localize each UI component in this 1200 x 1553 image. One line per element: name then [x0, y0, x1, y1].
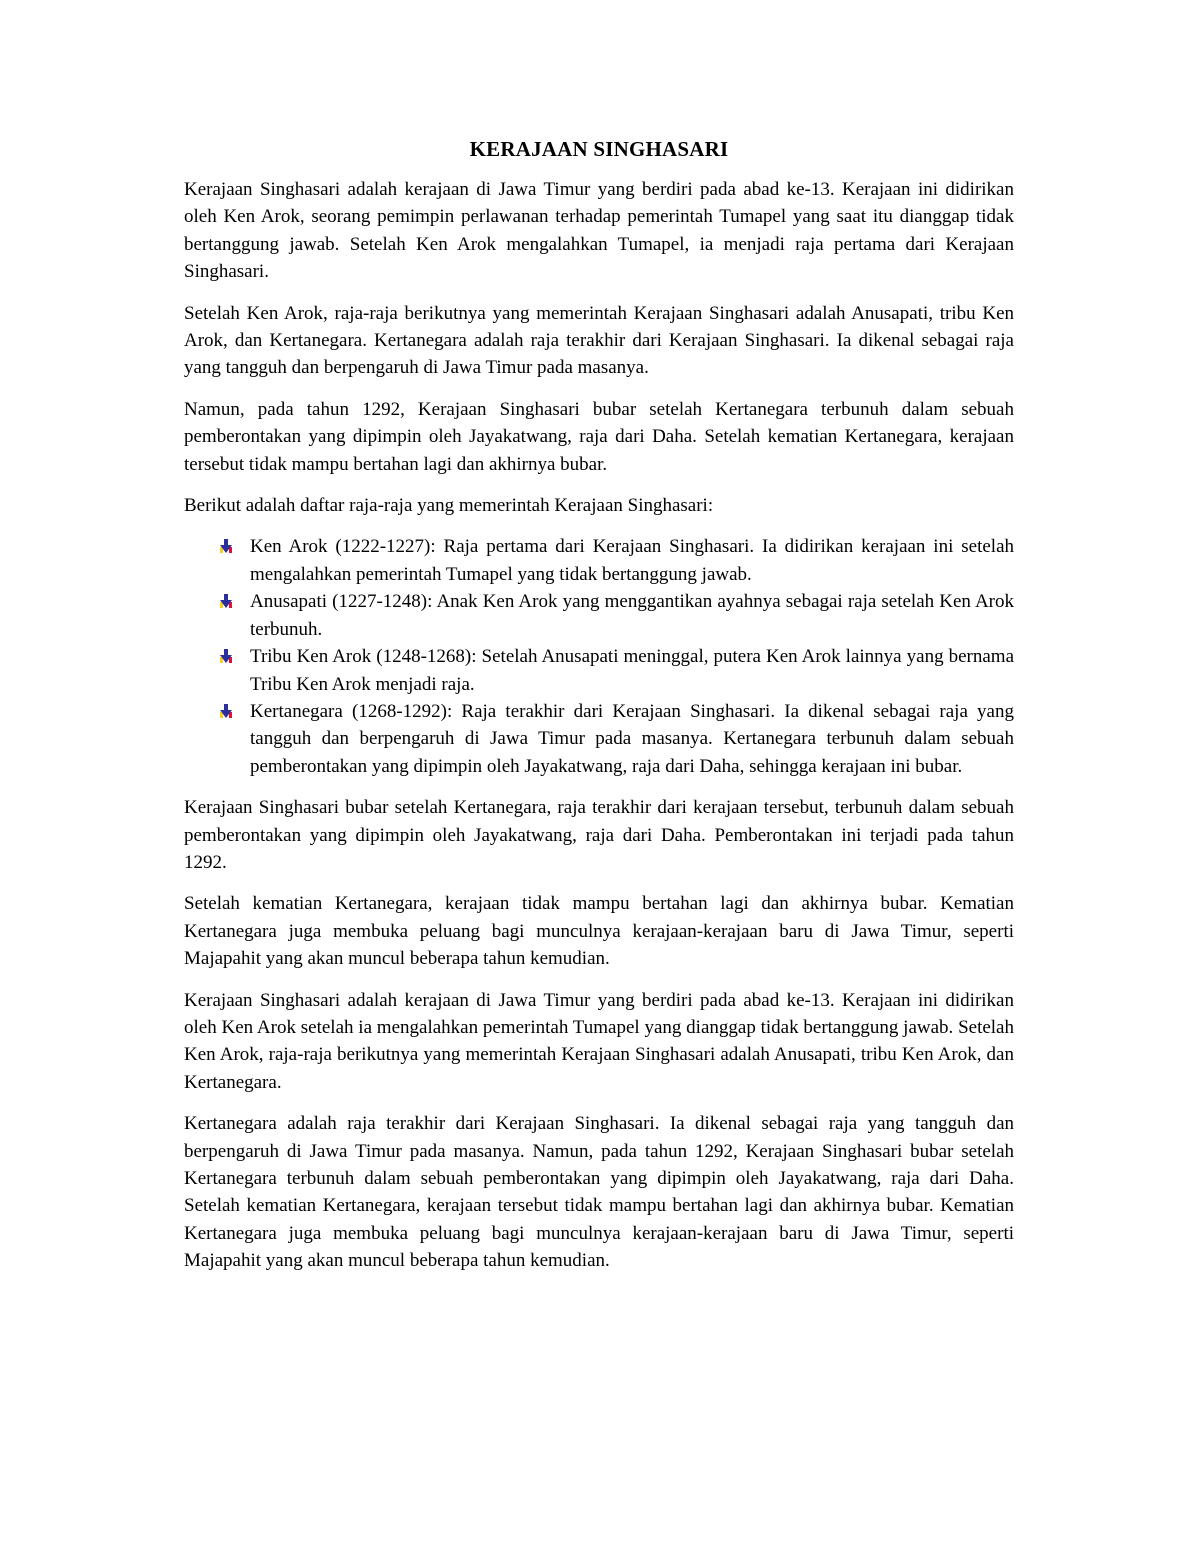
document-page: [184, 134, 1014, 1289]
list-item: [184, 643, 1014, 698]
list-item-text: Tribu Ken Arok (1248-1268): Setelah Anusapati meninggal, putera Ken Arok lainnya yang bernama Tribu Ken Arok menjadi raja.: [250, 646, 1014, 695]
paragraph: Kerajaan Singhasari adalah kerajaan di Jawa Timur yang berdiri pada abad ke-13. Kerajaan ini didirikan oleh Ken Arok setelah ia mengalahkan pemerintah Tumapel yang dianggap tidak bertanggung jawab. Setelah Ken Arok, raja-raja berikutnya yang memerintah Kerajaan Singhasari adalah Anusapati, tribu Ken Arok, dan Kertanegara.: [184, 989, 1014, 1093]
list-item: [184, 588, 1014, 643]
paragraph: Setelah Ken Arok, raja-raja berikutnya yang memerintah Kerajaan Singhasari adalah Anusapati, tribu Ken Arok, dan Kertanegara. Kertanegara adalah raja terakhir dari Kerajaan Singhasari. Ia dikenal sebagai raja yang tangguh dan berpengaruh di Jawa Timur pada masanya.: [184, 302, 1014, 379]
arrow-down-bullet-icon: [218, 703, 234, 719]
list-item-text: Anusapati (1227-1248): Anak Ken Arok yang menggantikan ayahnya sebagai raja setelah Ken Arok terbunuh.: [250, 591, 1014, 640]
paragraph: Kertanegara adalah raja terakhir dari Kerajaan Singhasari. Ia dikenal sebagai raja yang tangguh dan berpengaruh di Jawa Timur pada masanya. Namun, pada tahun 1292, Kerajaan Singhasari bubar setelah Kertanegara terbunuh dalam sebuah pemberontakan yang dipimpin oleh Jayakatwang, raja dari Daha. Setelah kematian Kertanegara, kerajaan tersebut tidak mampu bertahan lagi dan akhirnya bubar. Kematian Kertanegara juga membuka peluang bagi munculnya kerajaan-kerajaan baru di Jawa Timur, seperti Majapahit yang akan muncul beberapa tahun kemudian.: [184, 1113, 1014, 1272]
king-list: [184, 533, 1014, 780]
paragraph: Kerajaan Singhasari bubar setelah Kertanegara, raja terakhir dari kerajaan tersebut, terbunuh dalam sebuah pemberontakan yang dipimpin oleh Jayakatwang, raja dari Daha. Pemberontakan ini terjadi pada tahun 1292.: [184, 797, 1014, 873]
paragraph: Namun, pada tahun 1292, Kerajaan Singhasari bubar setelah Kertanegara terbunuh dalam sebuah pemberontakan yang dipimpin oleh Jayakatwang, raja dari Daha. Setelah kematian Kertanegara, kerajaan tersebut tidak mampu bertahan lagi dan akhirnya bubar.: [184, 398, 1014, 475]
document-title: KERAJAAN SINGHASARI: [469, 137, 729, 161]
list-item: [184, 698, 1014, 780]
list-item-text: Ken Arok (1222-1227): Raja pertama dari Kerajaan Singhasari. Ia didirikan kerajaan ini setelah mengalahkan pemerintah Tumapel yang tidak bertanggung jawab.: [250, 536, 1014, 585]
list-item-text: Kertanegara (1268-1292): Raja terakhir dari Kerajaan Singhasari. Ia dikenal sebagai raja yang tangguh dan berpengaruh di Jawa Timur pada masanya. Kertanegara terbunuh dalam sebuah pemberontakan yang dipimpin oleh Jayakatwang, raja dari Daha, sehingga kerajaan ini bubar.: [250, 700, 1014, 777]
arrow-down-bullet-icon: [218, 648, 234, 664]
arrow-down-bullet-icon: [218, 593, 234, 609]
arrow-down-bullet-icon: [218, 538, 234, 554]
paragraph: Setelah kematian Kertanegara, kerajaan tidak mampu bertahan lagi dan akhirnya bubar. Kematian Kertanegara juga membuka peluang bagi munculnya kerajaan-kerajaan baru di Jawa Timur, seperti Majapahit yang akan muncul beberapa tahun kemudian.: [184, 893, 1014, 970]
list-intro-paragraph: Berikut adalah daftar raja-raja yang memerintah Kerajaan Singhasari:: [184, 495, 714, 517]
paragraph: Kerajaan Singhasari adalah kerajaan di Jawa Timur yang berdiri pada abad ke-13. Kerajaan ini didirikan oleh Ken Arok, seorang pemimpin perlawanan terhadap pemerintah Tumapel yang saat itu dianggap tidak bertanggung jawab. Setelah Ken Arok mengalahkan Tumapel, ia menjadi raja pertama dari Kerajaan Singhasari.: [184, 179, 1014, 283]
list-item: [184, 533, 1014, 588]
